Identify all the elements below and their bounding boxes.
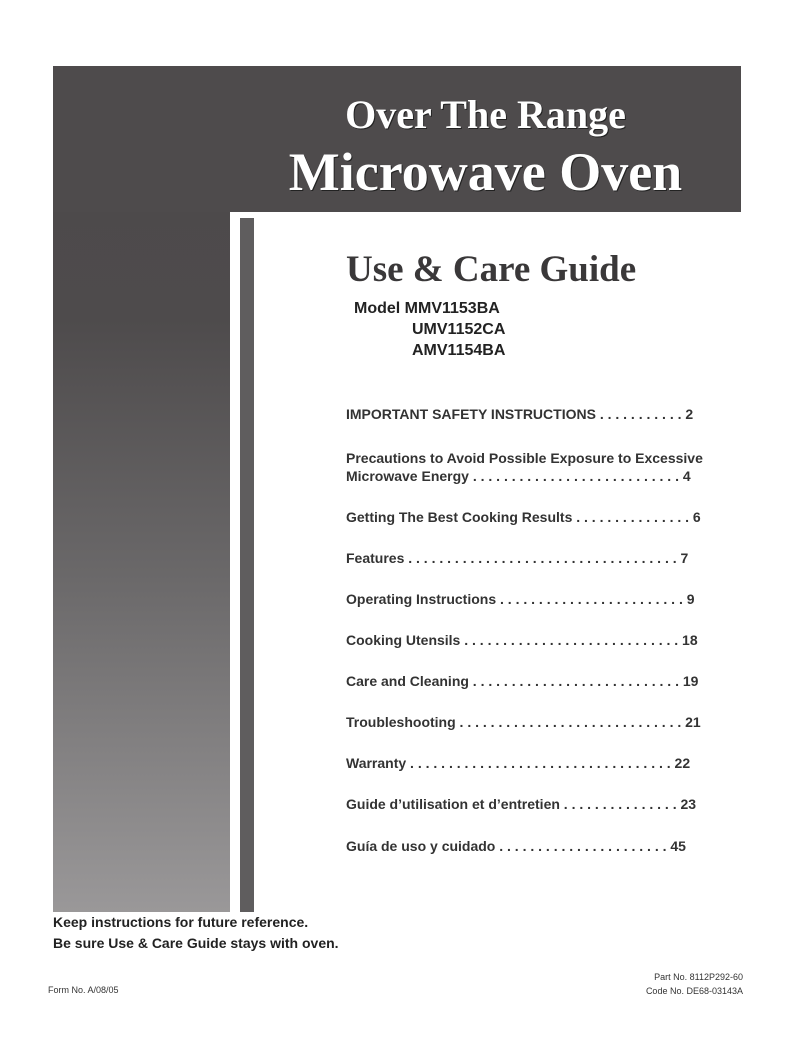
- keep-note-line-1: Keep instructions for future reference.: [53, 914, 309, 930]
- toc-entry: Operating Instructions . . . . . . . . . . . . . . . . . . . . . . . . 9: [346, 591, 695, 607]
- model-list: [354, 298, 505, 361]
- guide-subtitle: Use & Care Guide: [346, 249, 637, 290]
- title-line-2: Microwave Oven: [288, 142, 683, 202]
- toc-entry: Features . . . . . . . . . . . . . . . . . . . . . . . . . . . . . . . . . . . 7: [346, 550, 689, 566]
- model-3: AMV1154BA: [412, 342, 506, 359]
- form-number: Form No. A/08/05: [48, 985, 119, 995]
- part-codes: [646, 970, 743, 998]
- model-1: Model MMV1153BA: [354, 300, 500, 317]
- part-number: Part No. 8112P292-60: [654, 972, 743, 982]
- toc-entry: Guía de uso y cuidado . . . . . . . . . . . . . . . . . . . . . . 45: [346, 838, 686, 854]
- title-line-1: Over The Range: [345, 92, 626, 137]
- keep-note-line-2: Be sure Use & Care Guide stays with oven.: [53, 935, 339, 951]
- toc-entry: Warranty . . . . . . . . . . . . . . . . . . . . . . . . . . . . . . . . . . 22: [346, 755, 691, 771]
- toc-entry: Microwave Energy . . . . . . . . . . . . . . . . . . . . . . . . . . . 4: [346, 468, 691, 484]
- toc-entry: Precautions to Avoid Possible Exposure to Excessive: [346, 450, 703, 466]
- banner-gap: [230, 212, 741, 218]
- vertical-accent-bar: [240, 218, 254, 912]
- toc-entry: IMPORTANT SAFETY INSTRUCTIONS . . . . . . . . . . . 2: [346, 406, 694, 422]
- toc-entry: Troubleshooting . . . . . . . . . . . . . . . . . . . . . . . . . . . . . 21: [346, 714, 701, 730]
- code-number: Code No. DE68-03143A: [645, 986, 743, 996]
- toc-entry: Care and Cleaning . . . . . . . . . . . . . . . . . . . . . . . . . . . 19: [346, 673, 699, 689]
- toc-entry: Guide d’utilisation et d’entretien . . . . . . . . . . . . . . . 23: [346, 796, 697, 812]
- keep-note: [53, 912, 339, 954]
- model-2: UMV1152CA: [412, 321, 506, 338]
- toc-entry: Getting The Best Cooking Results . . . . . . . . . . . . . . . 6: [346, 509, 701, 525]
- toc-entry: Cooking Utensils . . . . . . . . . . . . . . . . . . . . . . . . . . . . 18: [346, 632, 698, 648]
